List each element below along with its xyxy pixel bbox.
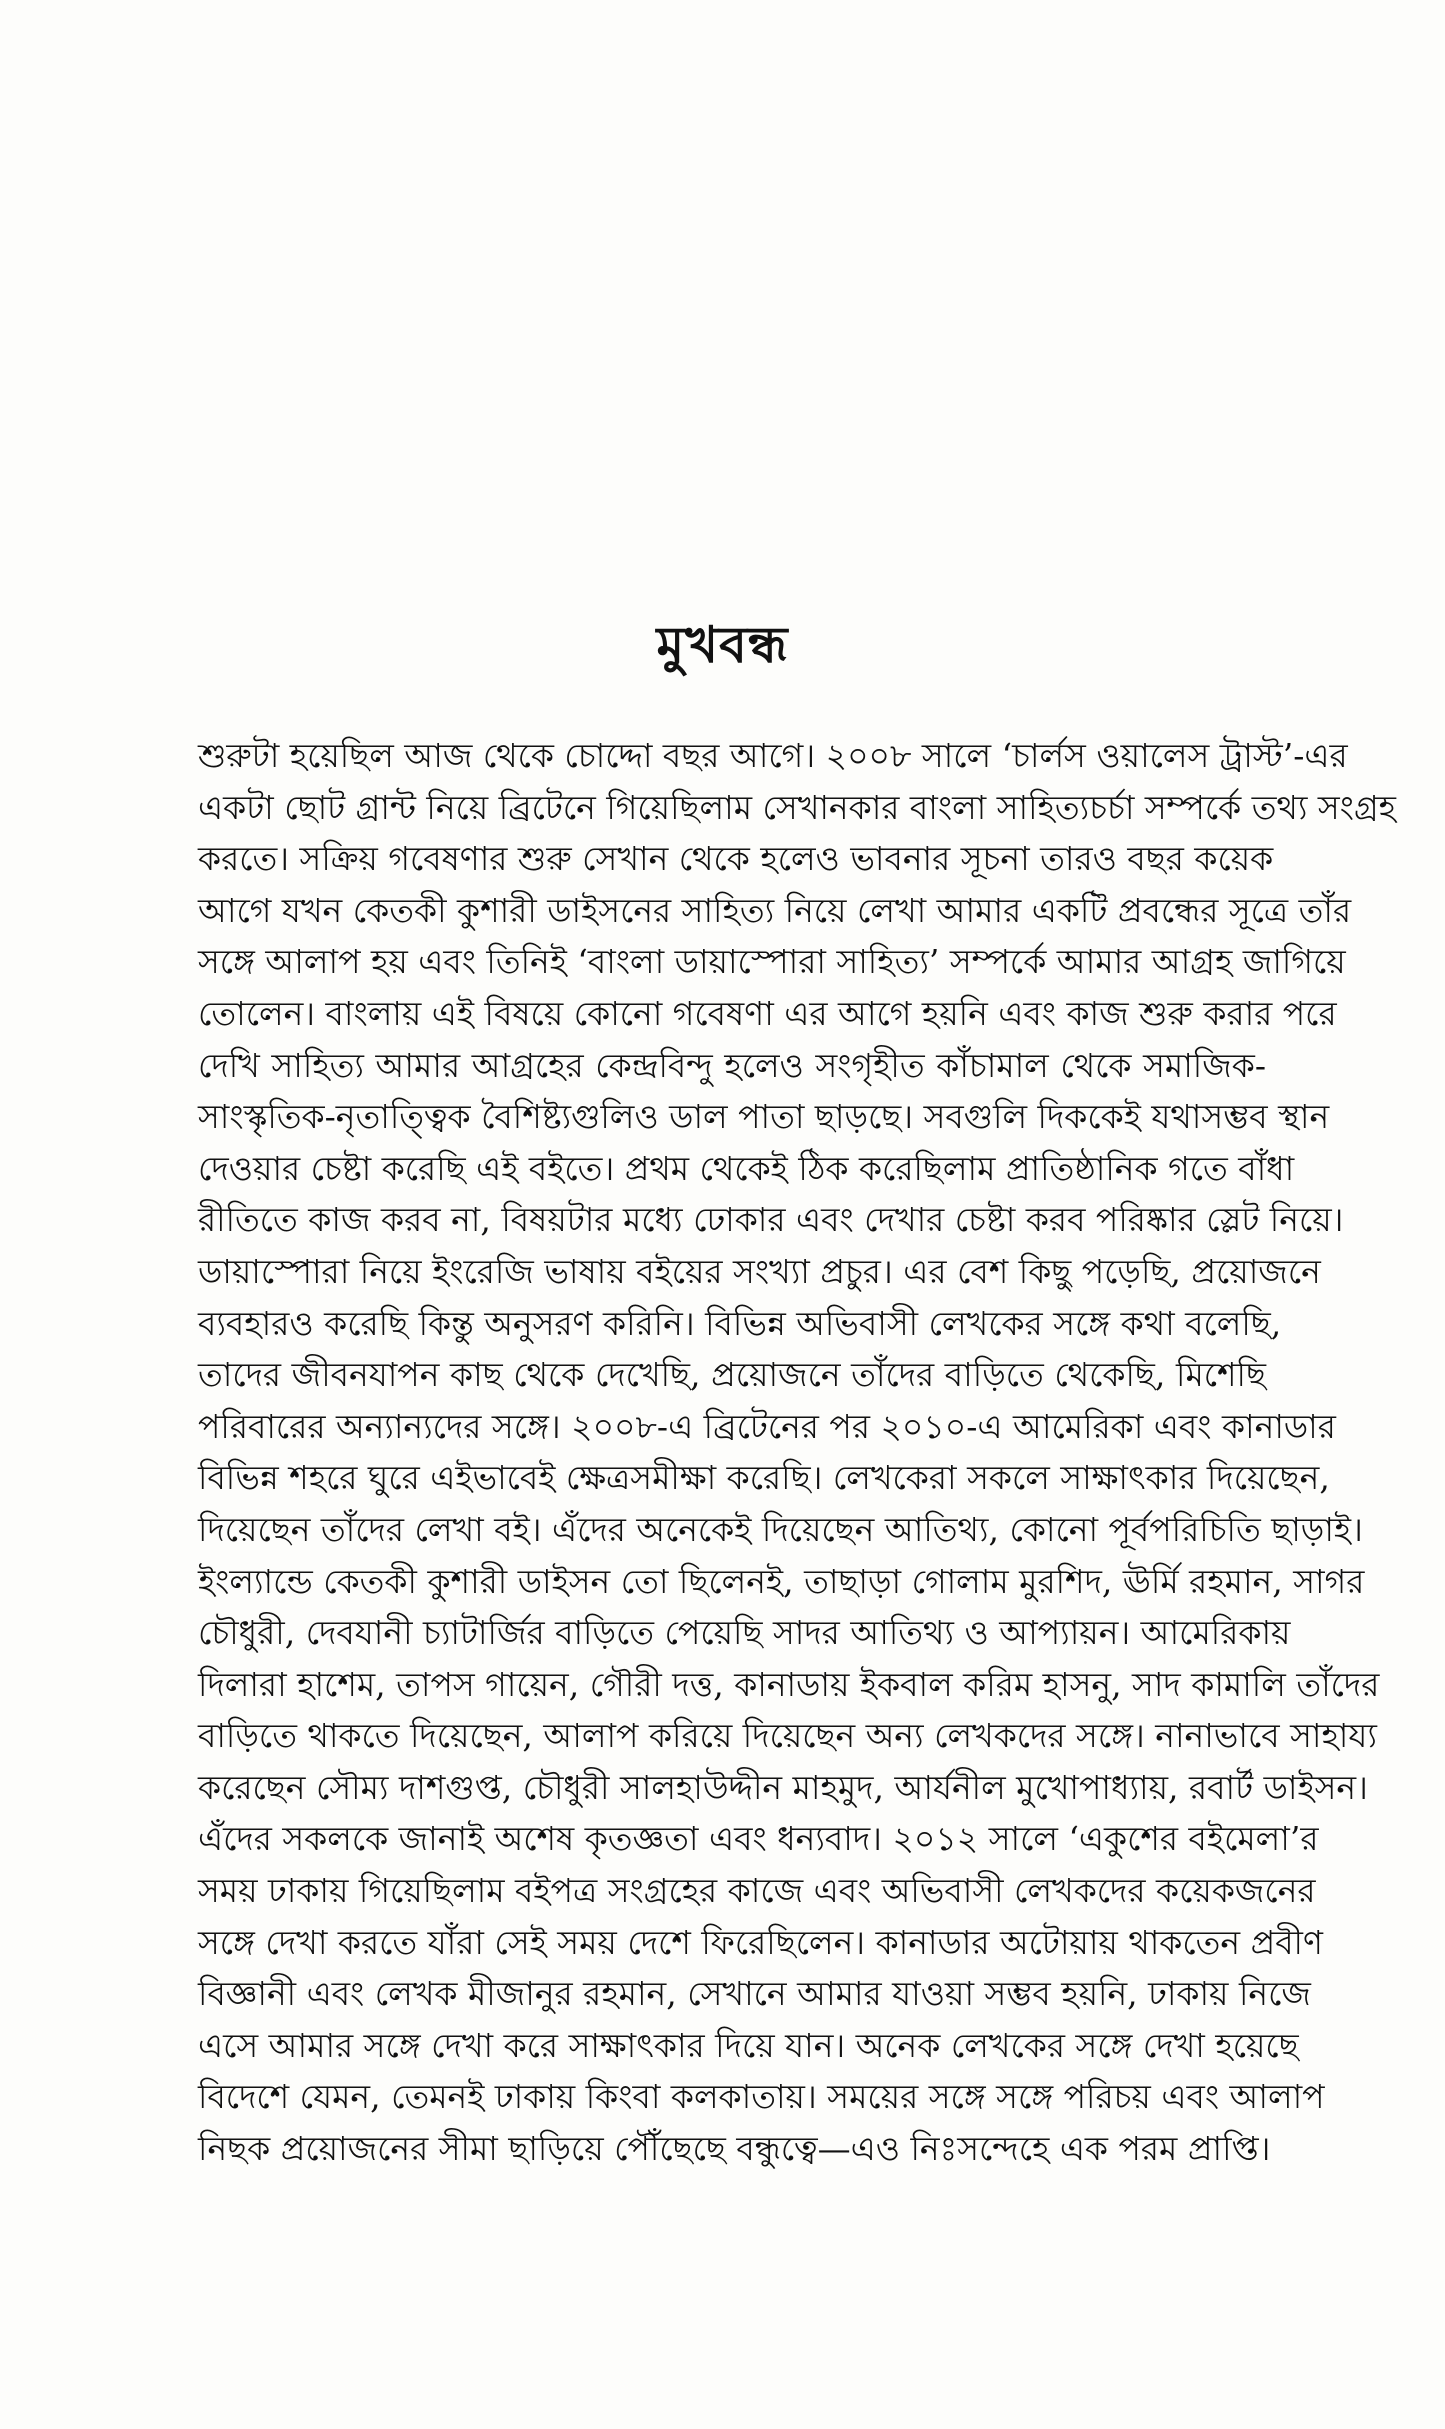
text-line: সঙ্গে আলাপ হয় এবং তিনিই ‘বাংলা ডায়াস্পোরা সাহিত্য’ সম্পর্কে আমার আগ্রহ জাগিয়ে [198,942,1346,982]
text-line: তাদের জীবনযাপন কাছ থেকে দেখেছি, প্রয়োজনে তাঁদের বাড়িতে থেকেছি, মিশেছি [198,1355,1266,1395]
text-line: সাংস্কৃতিক-নৃতাত্ত্বিক বৈশিষ্ট্যগুলিও ডাল পাতা ছাড়ছে। সবগুলি দিককেই যথাসম্ভব স্থান [198,1097,1330,1137]
text-line: দিয়েছেন তাঁদের লেখা বই। এঁদের অনেকেই দিয়েছেন আতিথ্য, কোনো পূর্বপরিচিতি ছাড়াই। [198,1509,1363,1549]
text-line: চৌধুরী, দেবযানী চ্যাটার্জির বাড়িতে পেয়েছি সাদর আতিথ্য ও আপ্যায়ন। আমেরিকায় [198,1613,1291,1653]
text-line: সঙ্গে দেখা করতে যাঁরা সেই সময় দেশে ফিরেছিলেন। কানাডার অটোয়ায় থাকতেন প্রবীণ [198,1922,1323,1962]
text-line: বিজ্ঞানী এবং লেখক মীজানুর রহমান, সেখানে আমার যাওয়া সম্ভব হয়নি, ঢাকায় নিজে [198,1974,1311,2014]
text-line: সময় ঢাকায় গিয়েছিলাম বইপত্র সংগ্রহের কাজে এবং অভিবাসী লেখকদের কয়েকজনের [198,1871,1316,1911]
text-line: ইংল্যান্ডে কেতকী কুশারী ডাইসন তো ছিলেনই, তাছাড়া গোলাম মুরশিদ, ঊর্মি রহমান, সাগর [198,1561,1365,1601]
page-title: মুখবন্ধ [656,615,789,674]
text-line: দেওয়ার চেষ্টা করেছি এই বইতে। প্রথম থেকেই ঠিক করেছিলাম প্রাতিষ্ঠানিক গতে বাঁধা [198,1148,1295,1188]
text-line: তোলেন। বাংলায় এই বিষয়ে কোনো গবেষণা এর আগে হয়নি এবং কাজ শুরু করার পরে [198,993,1337,1033]
text-line: দেখি সাহিত্য আমার আগ্রহের কেন্দ্রবিন্দু হলেও সংগৃহীত কাঁচামাল থেকে সমাজিক- [198,1045,1266,1085]
preface-paragraph [198,730,1396,2175]
text-line: রীতিতে কাজ করব না, বিষয়টার মধ্যে ঢোকার এবং দেখার চেষ্টা করব পরিষ্কার স্লেট নিয়ে। [198,1200,1344,1240]
text-line: করতে। সক্রিয় গবেষণার শুরু সেখান থেকে হলেও ভাবনার সূচনা তারও বছর কয়েক [198,839,1274,879]
text-line: বাড়িতে থাকতে দিয়েছেন, আলাপ করিয়ে দিয়েছেন অন্য লেখকদের সঙ্গে। নানাভাবে সাহায্য [198,1716,1377,1756]
text-line: পরিবারের অন্যান্যদের সঙ্গে। ২০০৮-এ ব্রিটেনের পর ২০১০-এ আমেরিকা এবং কানাডার [198,1406,1336,1446]
text-line: এঁদের সকলকে জানাই অশেষ কৃতজ্ঞতা এবং ধন্যবাদ। ২০১২ সালে ‘একুশের বইমেলা’র [198,1819,1319,1859]
text-line: ব্যবহারও করেছি কিন্তু অনুসরণ করিনি। বিভিন্ন অভিবাসী লেখকের সঙ্গে কথা বলেছি, [198,1303,1282,1343]
text-line: আগে যখন কেতকী কুশারী ডাইসনের সাহিত্য নিয়ে লেখা আমার একটি প্রবন্ধের সূত্রে তাঁর [198,890,1352,930]
text-line: এসে আমার সঙ্গে দেখা করে সাক্ষাৎকার দিয়ে যান। অনেক লেখকের সঙ্গে দেখা হয়েছে [198,2025,1299,2065]
text-line: নিছক প্রয়োজনের সীমা ছাড়িয়ে পৌঁছেছে বন্ধুত্বে—এও নিঃসন্দেহে এক পরম প্রাপ্তি। [198,2129,1271,2169]
text-line: দিলারা হাশেম, তাপস গায়েন, গৌরী দত্ত, কানাডায় ইকবাল করিম হাসনু, সাদ কামালি তাঁদের [198,1664,1380,1704]
text-line: বিভিন্ন শহরে ঘুরে এইভাবেই ক্ষেত্রসমীক্ষা করেছি। লেখকেরা সকলে সাক্ষাৎকার দিয়েছেন, [198,1458,1330,1498]
text-line: একটা ছোট গ্রান্ট নিয়ে ব্রিটেনে গিয়েছিলাম সেখানকার বাংলা সাহিত্যচর্চা সম্পর্কে তথ্য সংগ্রহ [198,787,1396,827]
text-line: ডায়াস্পোরা নিয়ে ইংরেজি ভাষায় বইয়ের সংখ্যা প্রচুর। এর বেশ কিছু পড়েছি, প্রয়োজনে [198,1251,1321,1291]
text-line: করেছেন সৌম্য দাশগুপ্ত, চৌধুরী সালহাউদ্দীন মাহমুদ, আর্যনীল মুখোপাধ্যায়, রবার্ট ডাইসন। [198,1767,1368,1807]
text-line: শুরুটা হয়েছিল আজ থেকে চোদ্দো বছর আগে। ২০০৮ সালে ‘চার্লস ওয়ালেস ট্রাস্ট’-এর [198,736,1348,775]
text-line: বিদেশে যেমন, তেমনই ঢাকায় কিংবা কলকাতায়। সময়ের সঙ্গে সঙ্গে পরিচয় এবং আলাপ [198,2077,1325,2117]
